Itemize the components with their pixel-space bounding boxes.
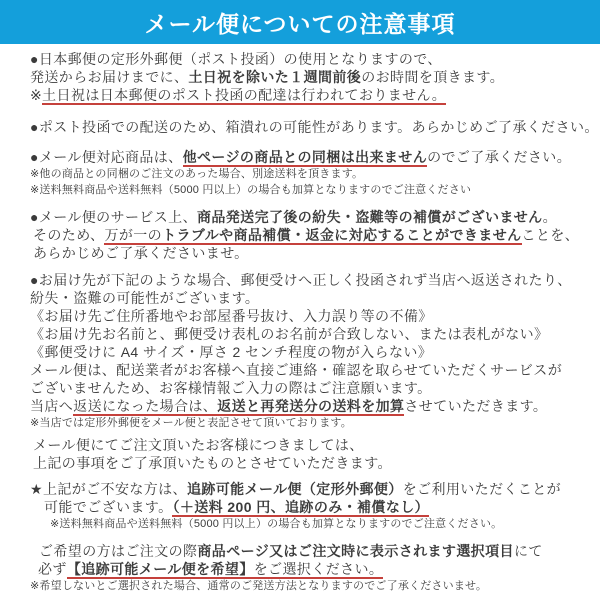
text-segment: をご利用いただくことが — [402, 481, 562, 497]
text-segment: にて — [513, 543, 543, 559]
text-segment: のお時間を頂きます。 — [361, 69, 505, 85]
text-line — [30, 397, 586, 415]
text-line — [30, 208, 586, 226]
text-segment: 《お届け先ご住所番地やお部屋番号抜け、入力誤り等の不備》 — [30, 308, 433, 324]
text-line — [30, 307, 586, 325]
paragraph — [30, 208, 586, 262]
text-segment: 。 — [542, 209, 557, 225]
text-segment: （＋送料 200 円、追跡のみ・補償なし） — [172, 499, 430, 515]
text-segment: 上記の事項をご了承頂いたものとさせていただきます。 — [33, 455, 392, 471]
text-segment: 必ず — [38, 561, 67, 577]
paragraph — [30, 436, 586, 472]
text-segment: ●日本郵便の定形外郵便（ポスト投函）の使用となりますので、 — [30, 51, 442, 67]
paragraph — [30, 271, 586, 431]
text-segment: ※当店では定形外郵便をメール便と表記させて頂いております。 — [30, 417, 352, 429]
text-line — [30, 86, 586, 104]
text-segment: ●ポスト投函での配送のため、箱潰れの可能性があります。あらかじめご了承ください。 — [30, 119, 599, 135]
text-segment: 可能でございます。 — [44, 499, 173, 515]
text-segment: ※希望しないとご選択された場合、通常のご発送方法となりますのでご了承くださいませ。 — [30, 580, 488, 592]
text-segment: ございませんため、お客様情報ご入力の際はご注意願います。 — [30, 380, 432, 396]
text-line — [30, 454, 586, 472]
text-line — [30, 379, 586, 397]
paragraph — [30, 542, 586, 594]
text-line — [30, 498, 586, 516]
text-segment: 発送からお届けまでに、 — [30, 69, 189, 85]
text-segment: 土日祝は日本郵便のポスト投函の配達は行われておりません。 — [42, 87, 447, 103]
text-line — [30, 50, 586, 68]
text-line — [30, 578, 586, 594]
text-segment: ことを、 — [521, 227, 580, 243]
text-line — [30, 343, 586, 361]
text-segment: ※他の商品との同梱のご注文のあった場合、別途送料を頂きます。 — [30, 168, 364, 180]
text-segment: あらかじめご了承くださいませ。 — [33, 245, 249, 261]
text-segment: ●メール便対応商品は、 — [30, 149, 183, 165]
text-line — [30, 325, 586, 343]
text-segment: 当店へ — [30, 398, 74, 414]
text-segment: ※送料無料商品や送料無料（5000 円以上）の場合も加算となりますのでご注意ください。 — [50, 518, 503, 530]
text-segment: ●メール便のサービス上、 — [30, 209, 197, 225]
paragraph — [30, 50, 586, 104]
text-segment: 【追跡可能メール便を希望】 — [66, 561, 254, 577]
text-segment: 《郵便受けに A4 サイズ・厚さ 2 センチ程度の物が入らない》 — [30, 344, 433, 360]
text-segment: をご選択ください。 — [253, 561, 384, 577]
paragraph — [30, 480, 586, 532]
text-segment: そのため、 — [33, 227, 105, 243]
text-segment: ご希望の方はご注文の際 — [39, 543, 198, 559]
text-line — [30, 68, 586, 86]
text-segment: 紛失・盗難の可能性がございます。 — [30, 290, 260, 306]
page-title: メール便についての注意事項 — [144, 10, 456, 37]
paragraph — [30, 148, 586, 198]
text-segment: 他ページの商品との同梱は出来ません — [182, 149, 428, 165]
text-line — [30, 560, 586, 578]
text-segment: メール便にてご注文頂いたお客様につきましては、 — [33, 437, 364, 453]
text-line — [30, 480, 586, 498]
text-segment: ●お届け先が下記のような場合、郵便受けへ正しく投函されず当店へ返送されたり、 — [30, 272, 572, 288]
text-segment: 追跡可能メール便（定形外郵便） — [186, 481, 403, 497]
text-line — [30, 182, 586, 198]
text-line — [30, 361, 586, 379]
text-segment: ★上記がご不安な方は、 — [30, 481, 187, 497]
text-segment: 返送と再発送分の送料を加算 — [217, 398, 405, 414]
text-segment: ※送料無料商品や送料無料（5000 円以上）の場合も加算となりますのでご注意ください — [30, 184, 472, 196]
text-line — [30, 118, 599, 136]
text-line — [30, 436, 586, 454]
text-line — [30, 166, 586, 182]
text-segment: トラブルや商品補償・返金に対応することができません — [162, 227, 522, 243]
text-line — [30, 244, 586, 262]
text-line — [30, 226, 586, 244]
text-line — [30, 516, 586, 532]
text-segment: のでご了承ください。 — [427, 149, 572, 165]
text-line — [30, 415, 586, 431]
text-line — [30, 148, 586, 166]
text-line — [30, 271, 586, 289]
text-segment: させていただきます。 — [404, 398, 548, 414]
text-segment: 商品発送完了後の紛失・盗難等の補償がございません — [196, 209, 543, 225]
paragraph — [30, 118, 599, 136]
text-segment: 商品ページ又はご注文時に表示されます選択項目 — [197, 543, 514, 559]
text-segment: 万が一の — [104, 227, 163, 243]
text-segment: メール便は、配送業者がお客様へ直接ご連絡・確認を取らせていただくサービスが — [30, 362, 563, 378]
text-segment: ※ — [30, 87, 43, 103]
text-segment: 土日祝を除いた１週間前後 — [188, 69, 362, 85]
text-segment: 返送になった場合は、 — [73, 398, 218, 414]
text-segment: 《お届け先お名前と、郵便受け表札のお名前が合致しない、または表札がない》 — [30, 326, 549, 342]
text-line — [30, 542, 586, 560]
text-line — [30, 289, 586, 307]
